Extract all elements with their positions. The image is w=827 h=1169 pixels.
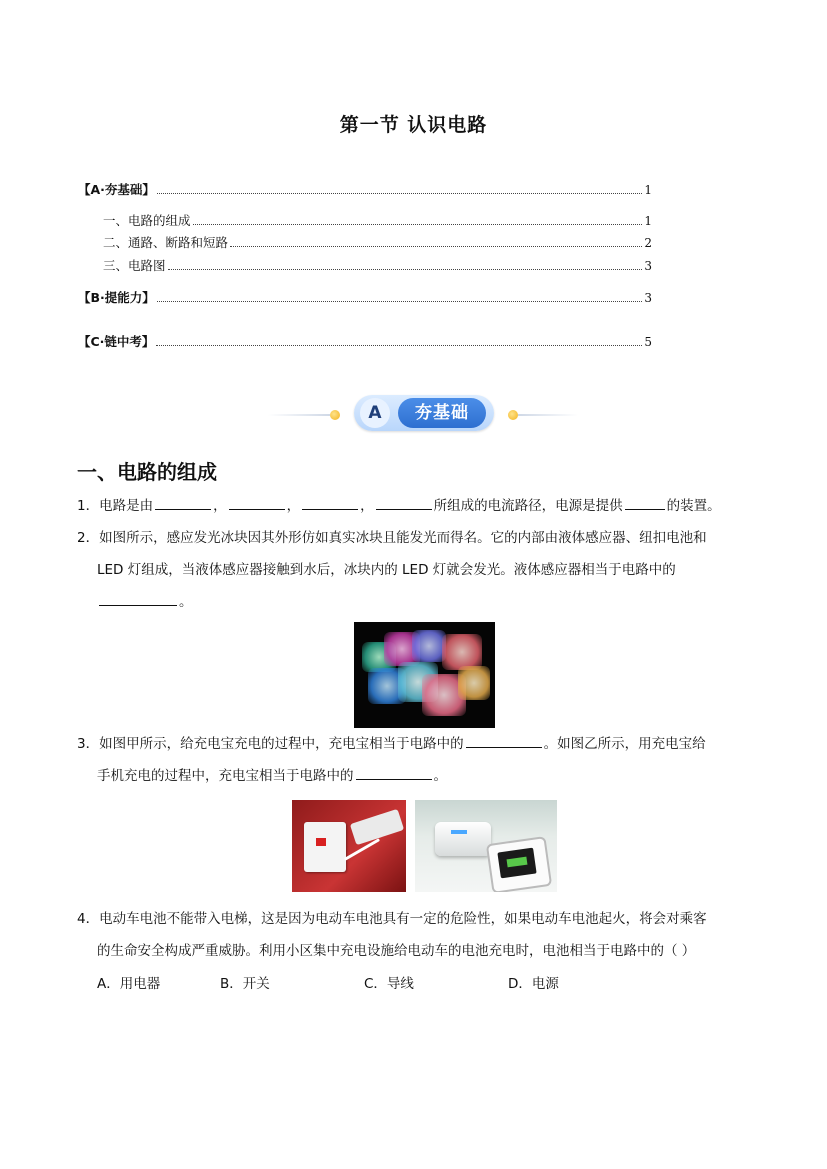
toc-page: 2 [644,236,652,250]
banner-pill [354,395,494,431]
toc-label: 三、电路图 [103,258,166,273]
toc-entry-1[interactable] [103,211,652,229]
toc-entry-2[interactable] [103,233,652,251]
question-text: 电动车电池不能带入电梯，这是因为电动车电池具有一定的危险性，如果电动车电池起火，将会对乘客 [99,911,707,927]
toc-leader [157,193,642,194]
question-number: 4． [77,911,100,927]
toc-leader [156,345,642,346]
question-text: 如图所示，感应发光冰块因其外形仿如真实冰块且能发光而得名。它的内部由液体感应器、纽扣电池和 [99,530,707,546]
banner-line-right [518,414,578,416]
question-1 [77,490,721,522]
banner-dot-right [508,410,518,420]
question-3 [77,728,706,792]
toc-entry-b[interactable] [78,288,652,306]
answer-blank[interactable] [376,495,432,510]
question-text: 的装置。 [666,498,721,514]
question-number: 3． [77,736,100,752]
question-text: 所组成的电流路径，电源是提供 [433,498,623,514]
answer-blank[interactable] [302,495,358,510]
banner-text: 夯基础 [398,398,486,428]
page-title: 第一节 认识电路 [339,114,488,136]
toc-label: 【C·链中考】 [78,334,155,349]
section-heading: 一、电路的组成 [77,460,217,484]
separator: ， [213,498,227,514]
toc-label: 二、通路、断路和短路 [103,235,229,250]
option-c[interactable]: C．导线 [364,976,414,992]
question-4 [77,903,707,967]
toc-leader [168,269,643,270]
toc-label: 【B·提能力】 [78,290,155,305]
toc-leader [230,246,642,247]
answer-blank[interactable] [466,733,542,748]
toc-page: 3 [644,259,652,273]
question-number: 2． [77,530,100,546]
toc-entry-c[interactable] [78,332,652,350]
banner-dot-left [330,410,340,420]
separator: ， [360,498,374,514]
question-text: 电路是由 [99,498,154,514]
section-banner [268,394,578,434]
toc-label: 一、电路的组成 [103,213,191,228]
led-ice-cubes-photo [354,622,495,728]
answer-blank[interactable] [356,765,432,780]
banner-line-left [268,414,330,416]
option-b[interactable]: B．开关 [220,976,270,992]
banner-letter: A [360,398,390,428]
toc-entry-a[interactable] [78,180,652,198]
answer-blank[interactable] [229,495,285,510]
toc-page: 3 [644,291,652,305]
toc-leader [193,224,643,225]
separator: ， [286,498,301,514]
toc-entry-3[interactable] [103,256,652,274]
question-text: 。 [433,768,447,784]
question-text: 如图甲所示，给充电宝充电的过程中，充电宝相当于电路中的 [99,736,464,752]
option-a[interactable]: A．用电器 [97,976,161,992]
answer-blank[interactable] [99,591,177,606]
toc-page: 1 [644,214,652,228]
toc-leader [157,301,643,302]
question-text: 手机充电的过程中，充电宝相当于电路中的 [97,768,354,784]
option-d[interactable]: D．电源 [508,976,559,992]
question-text: LED 灯组成，当液体感应器接触到水后，冰块内的 LED 灯就会发光。液体感应器相当于电路中的 [97,562,676,578]
question-2 [77,522,707,618]
answer-blank[interactable] [625,495,665,510]
toc-page: 5 [644,335,652,349]
answer-blank[interactable] [155,495,211,510]
question-text: 的生命安全构成严重威胁。利用小区集中充电设施给电动车的电池充电时，电池相当于电路中的（ ） [97,943,696,959]
toc-page: 1 [644,183,652,197]
toc-label: 【A·夯基础】 [78,182,155,197]
question-number: 1． [77,498,100,514]
phone-charging-photo [415,800,557,892]
question-text: 。如图乙所示，用充电宝给 [543,736,706,752]
power-bank-charging-photo [292,800,406,892]
question-text: 。 [179,594,193,610]
